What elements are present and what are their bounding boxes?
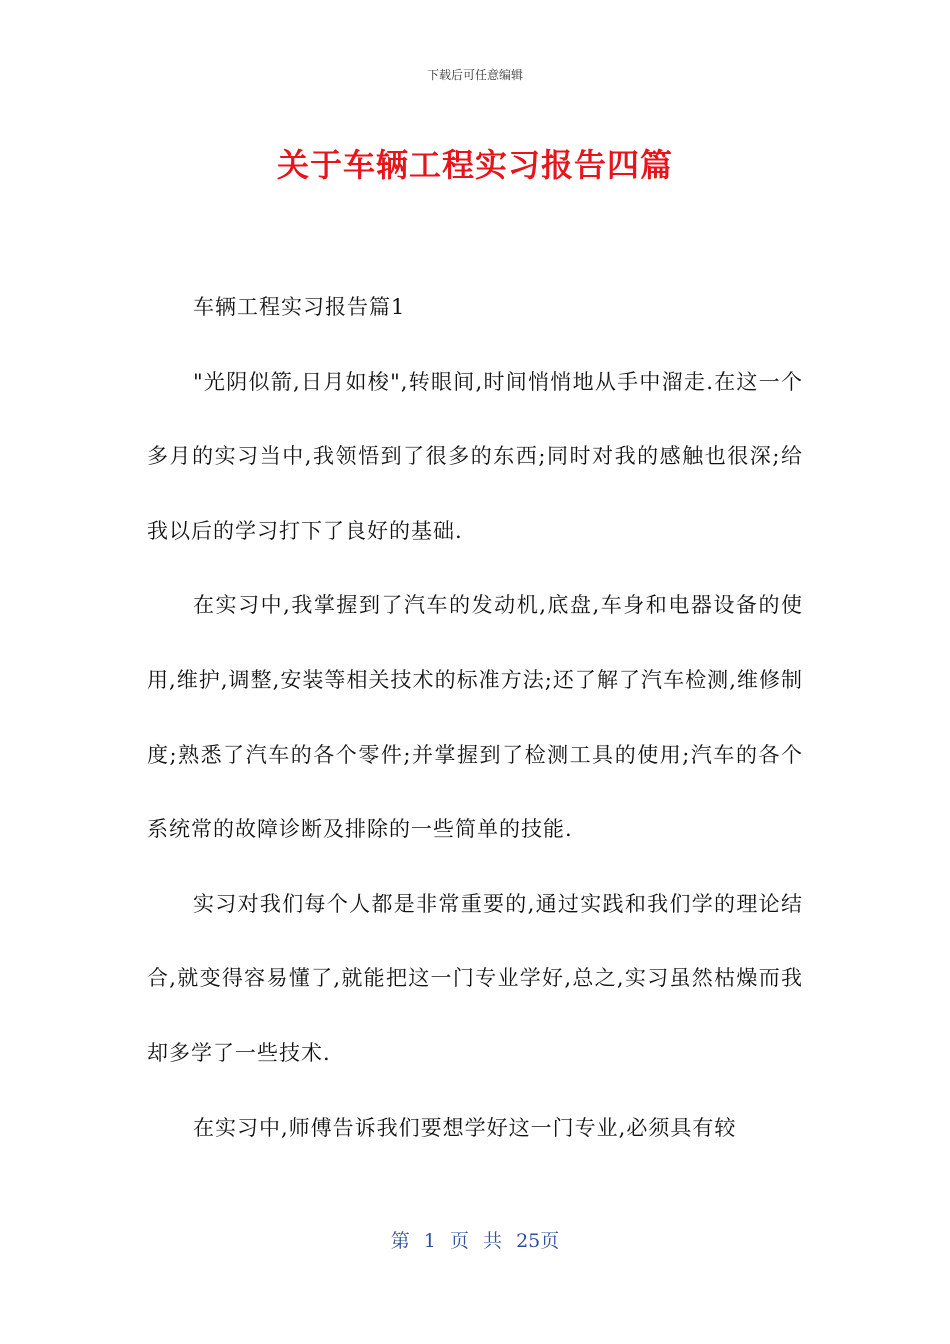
footer-page-label: 第 (390, 1230, 410, 1252)
paragraph: "光阴似箭,日月如梭",转眼间,时间悄悄地从手中溜走.在这一个多月的实习当中,我领悟到了很多的东西;同时对我的感触也很深;给我以后的学习打下了良好的基础. (147, 369, 803, 543)
document-body (147, 270, 803, 1165)
paragraph: 实习对我们每个人都是非常重要的,通过实践和我们学的理论结合,就变得容易懂了,就能把这一门专业学好,总之,实习虽然枯燥而我却多学了一些技术. (147, 891, 803, 1065)
footer-total-pages: 25页 (516, 1230, 560, 1252)
footer-total-label: 共 (483, 1230, 503, 1252)
footer-page-number: 1 (423, 1230, 436, 1252)
footer-page-unit: 页 (449, 1230, 469, 1252)
paragraph-section-heading: 车辆工程实习报告篇1 (193, 295, 406, 319)
header-note: 下载后可任意编辑 (426, 68, 523, 82)
paragraph: 在实习中,我掌握到了汽车的发动机,底盘,车身和电器设备的使用,维护,调整,安装等相关技术的标准方法;还了解了汽车检测,维修制度;熟悉了汽车的各个零件;并掌握到了检测工具的使用;汽车的各个系统常的故障诊断及排除的一些简单的技能. (147, 593, 803, 842)
paragraph: 在实习中,师傅告诉我们要想学好这一门专业,必须具有较 (193, 1115, 737, 1140)
document-title: 关于车辆工程实习报告四篇 (276, 146, 673, 184)
page-footer (0, 1226, 950, 1253)
